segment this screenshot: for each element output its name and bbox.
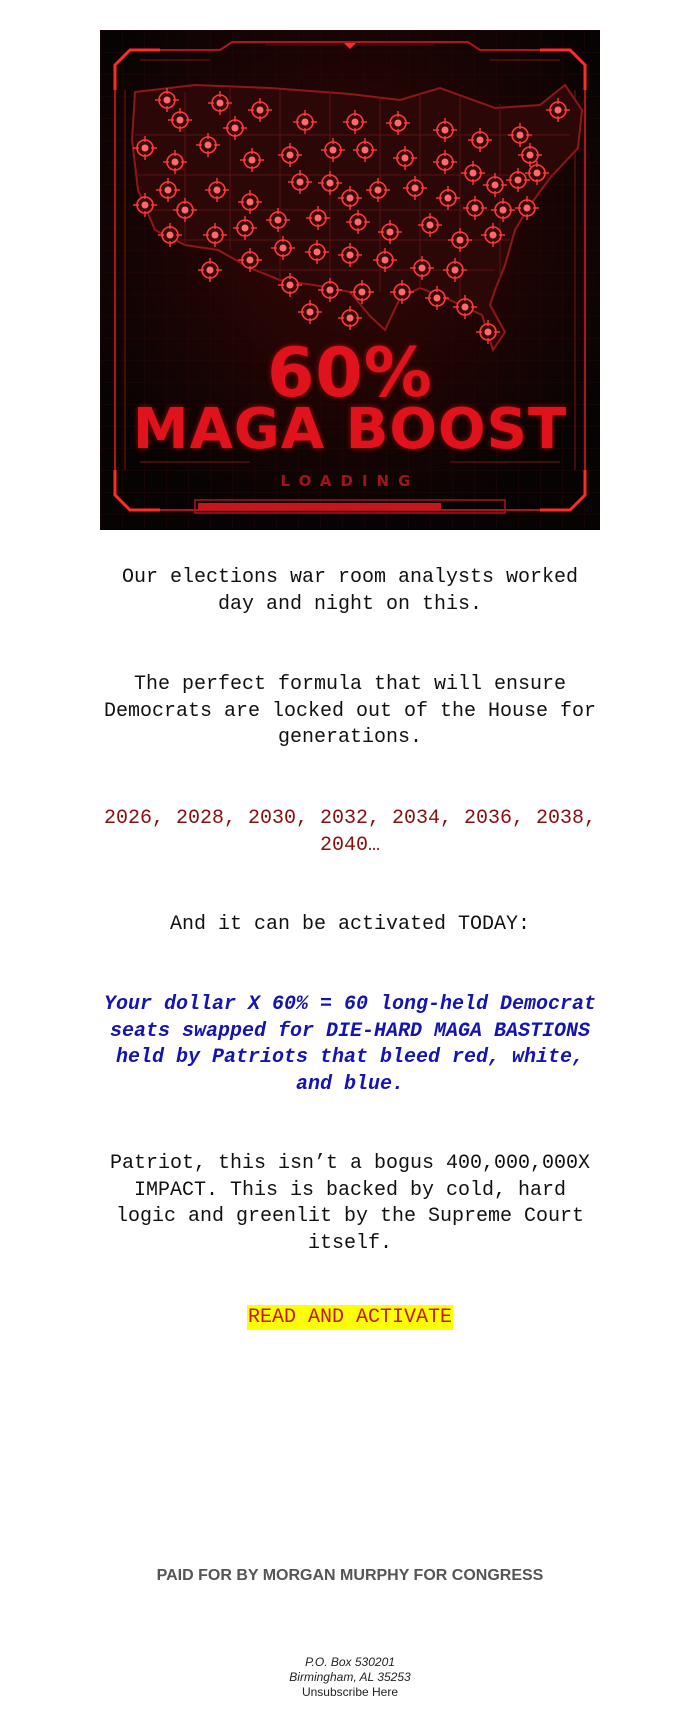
logic-paragraph: Patriot, this isn’t a bogus 400,000,000X IMPACT. This is backed by cold, hard logic and greenlit by the Supreme Court itself. [109, 1152, 591, 1255]
hero-loading-label: LOADING [280, 472, 420, 490]
hero-percent: 60% [267, 334, 433, 413]
formula-paragraph: The perfect formula that will ensure Democrats are locked out of the House for generations. [103, 673, 597, 749]
loading-progress-fill [198, 503, 441, 510]
cta-container [0, 1305, 700, 1331]
hero-graphic [100, 30, 600, 530]
pitch-paragraph: Your dollar X 60% = 60 long-held Democrat seats swapped for DIE-HARD MAGA BASTIONS held by Patriots that bleed red, white, and blue. [103, 993, 597, 1096]
address-line-1: P.O. Box 530201 [305, 1655, 395, 1669]
address-line-2: Birmingham, AL 35253 [289, 1670, 411, 1684]
hero-title: MAGA BOOST [132, 397, 568, 462]
unsubscribe-link[interactable]: Unsubscribe Here [301, 1685, 399, 1699]
read-and-activate-link[interactable]: READ AND ACTIVATE [247, 1306, 453, 1329]
unsubscribe-container [0, 1685, 700, 1699]
election-years: 2026, 2028, 2030, 2032, 2034, 2036, 2038, 2040… [103, 807, 597, 857]
intro-paragraph: Our elections war room analysts worked day and night on this. [121, 566, 579, 616]
paid-for-disclaimer: PAID FOR BY MORGAN MURPHY FOR CONGRESS [156, 1567, 544, 1584]
activate-today-line: And it can be activated TODAY: [169, 913, 531, 936]
